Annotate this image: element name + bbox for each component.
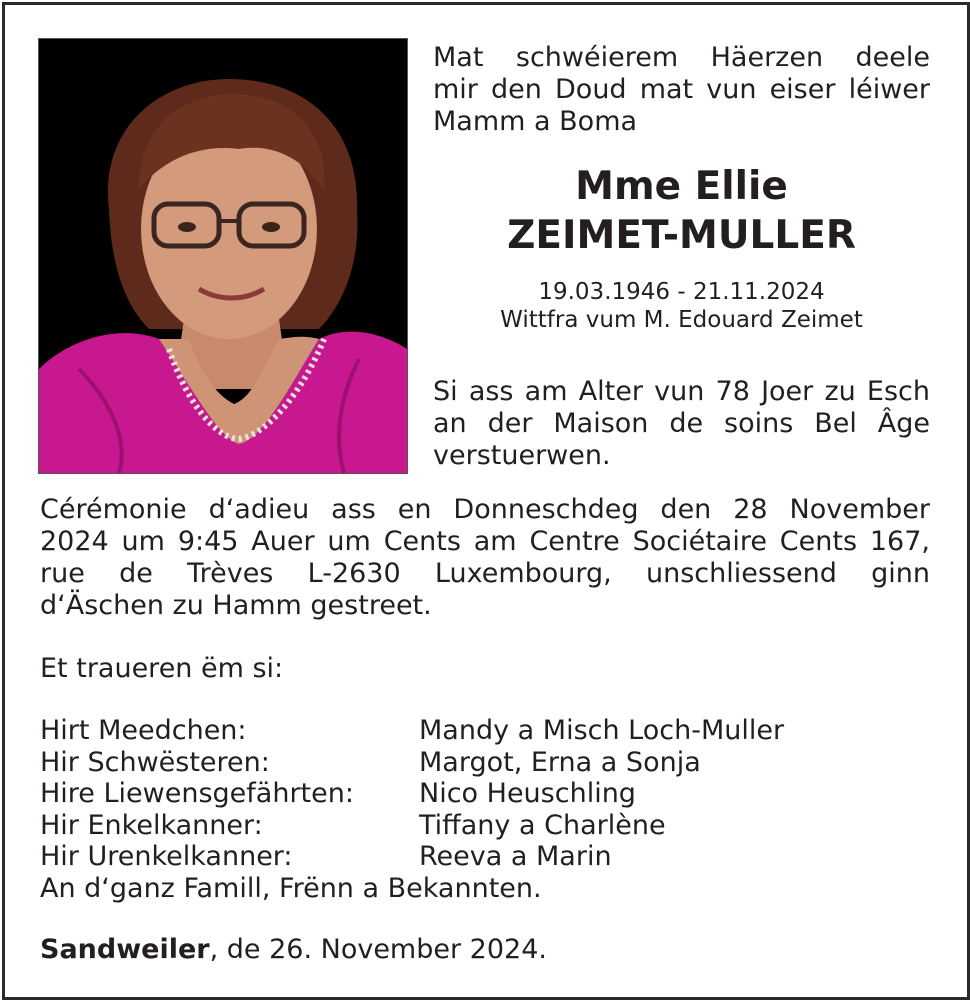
mourners-list [40,715,930,904]
intro-line: mir den Doud mat vun eiser léiwer [433,74,930,105]
ceremony-text [40,494,930,622]
mourner-role: Hir Schwësteren: [40,746,270,778]
intro-text [433,42,930,138]
family-line: An d‘ganz Famill, Frënn a Bekannten. [40,872,542,904]
ceremony-line: 2024 um 9:45 Auer um Cents am Centre Sociétaire Cents 167, [40,526,930,557]
death-line: Si ass am Alter vun 78 Joer zu Esch [433,376,930,407]
intro-line: Mamm a Boma [433,106,638,137]
closing-date: , de 26. November 2024. [209,934,547,965]
dates-block [433,278,930,334]
mourner-row [40,715,930,747]
mourner-role: Hirt Meedchen: [40,715,247,746]
mourner-names: Mandy a Misch Loch-Muller [419,715,785,746]
intro-line: Mat schwéierem Häerzen deele [433,42,930,73]
death-line: verstuerwen. [433,440,611,471]
death-line: an der Maison de soins Bel Âge [433,408,930,439]
mourner-names: Margot, Erna a Sonja [419,746,701,778]
portrait-illustration [39,39,407,473]
closing-place: Sandweiler [40,934,210,965]
mourner-role: Hir Urenkelkanner: [40,841,293,872]
closing-line [40,934,547,966]
name-line-1: Mme Ellie [575,164,788,209]
ceremony-line: d‘Äschen zu Hamm gestreet. [40,590,432,621]
name-line-2: ZEIMET-MULLER [507,213,856,258]
mourner-row [40,778,930,810]
ceremony-line: rue de Trèves L-2630 Luxembourg, unschliessend ginn [40,558,930,589]
widow-line: Wittfra vum M. Edouard Zeimet [500,307,863,333]
deceased-name [433,162,930,260]
mourner-names: Nico Heuschling [419,778,636,809]
mourner-role: Hire Liewensgefährten: [40,778,354,809]
mourner-row [40,841,930,873]
death-text [433,376,930,472]
mourner-names: Reeva a Marin [419,841,612,872]
mourners-heading: Et traueren ëm si: [40,653,284,684]
ceremony-line: Cérémonie d‘adieu ass en Donneschdeg den 28 November [40,494,930,525]
mourner-role: Hir Enkelkanner: [40,809,263,841]
mourner-names: Tiffany a Charlène [419,809,666,841]
life-dates: 19.03.1946 - 21.11.2024 [538,279,825,305]
portrait-photo [38,38,408,474]
mourner-row [40,810,930,842]
mourner-row [40,747,930,779]
